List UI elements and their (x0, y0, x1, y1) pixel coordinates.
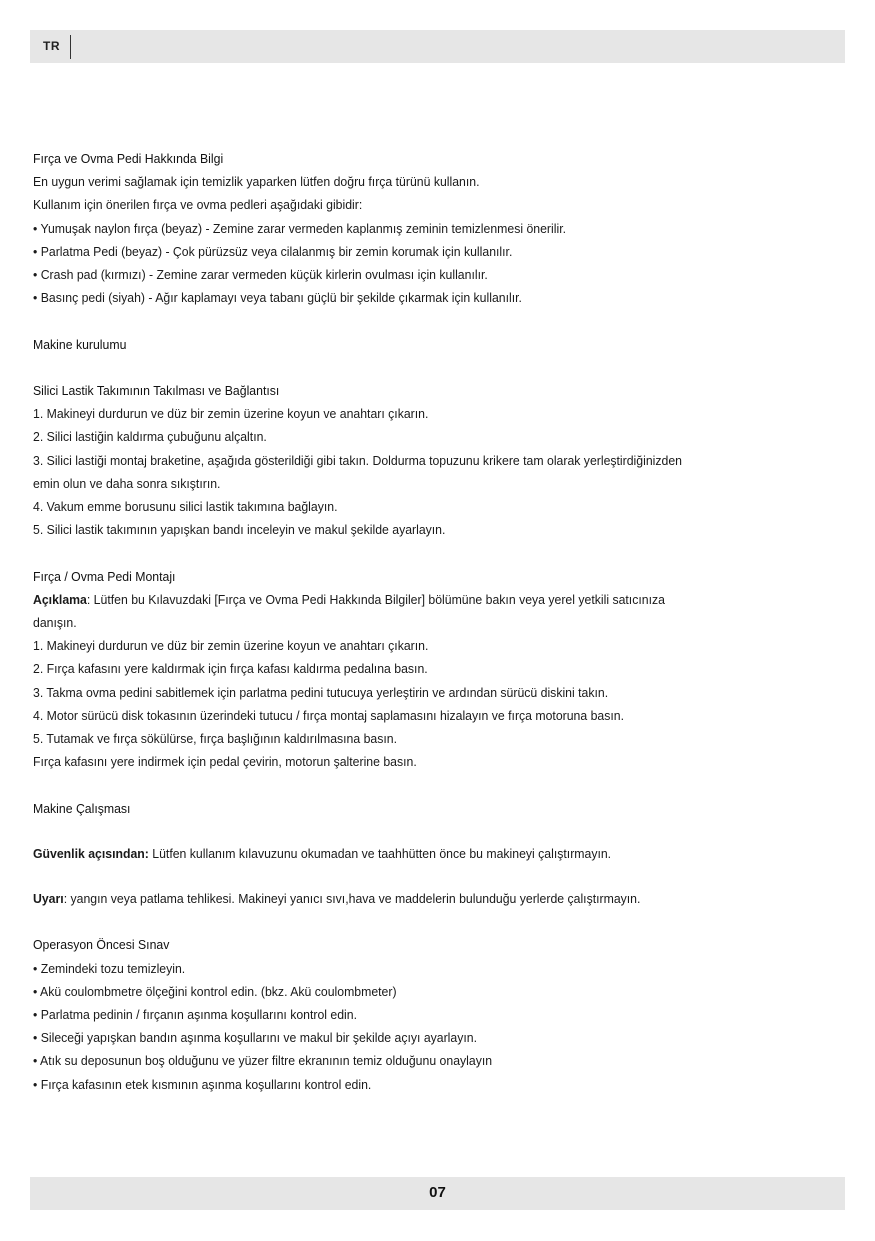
safety-text: Lütfen kullanım kılavuzunu okumadan ve taahhütten önce bu makineyi çalıştırmayın. (148, 845, 612, 861)
safety-label: Güvenlik açısından: (33, 845, 149, 861)
section-title-pre-operation: Operasyon Öncesi Sınav (33, 937, 170, 953)
list-item: 1. Makineyi durdurun ve düz bir zemin üzerine koyun ve anahtarı çıkarın. (33, 638, 429, 654)
warning-label: Uyarı (33, 891, 64, 907)
section-title-machine-operation: Makine Çalışması (33, 800, 131, 816)
list-item: • Crash pad (kırmızı) - Zemine zarar vermeden küçük kirlerin ovulması için kullanılır. (33, 267, 488, 283)
list-item: 5. Silici lastik takımının yapışkan bandı inceleyin ve makul şekilde ayarlayın. (33, 522, 446, 538)
safety-paragraph (33, 842, 833, 865)
section-title-brush-info: Fırça ve Ovma Pedi Hakkında Bilgi (33, 151, 224, 166)
section-title-squeegee: Silici Lastik Takımının Takılması ve Bağlantısı (33, 383, 280, 398)
paragraph: En uygun verimi sağlamak için temizlik yaparken lütfen doğru fırça türünü kullanın. (33, 174, 480, 190)
note-text: : Lütfen bu Kılavuzdaki [Fırça ve Ovma Pedi Hakkında Bilgiler] bölümüne bakın veya yerel yetkili satıcınıza (86, 591, 665, 607)
list-item: • Parlatma Pedi (beyaz) - Çok pürüzsüz veya cilalanmış bir zemin korumak için kullanılır. (33, 243, 513, 259)
list-item: • Zemindeki tozu temizleyin. (33, 960, 186, 976)
note-label: Açıklama (33, 591, 87, 607)
footer-bar (30, 1177, 845, 1210)
list-item: • Fırça kafasının etek kısmının aşınma koşullarını kontrol edin. (33, 1076, 372, 1092)
note-text-continued: danışın. (33, 615, 77, 631)
section-title-machine-setup: Makine kurulumu (33, 336, 127, 352)
list-item: • Akü coulombmetre ölçeğini kontrol edin. (bkz. Akü coulombmeter) (33, 983, 397, 999)
section-title-brush-mount: Fırça / Ovma Pedi Montajı (33, 568, 176, 584)
list-item: • Yumuşak naylon fırça (beyaz) - Zemine zarar vermeden kaplanmış zeminin temizlenmesi önerilir. (33, 220, 567, 236)
list-item: 4. Vakum emme borusunu silici lastik takımına bağlayın. (33, 499, 338, 515)
list-item: 2. Silici lastiğin kaldırma çubuğunu alçaltın. (33, 429, 267, 445)
page-content (33, 147, 777, 1096)
page-number: 07 (429, 1184, 446, 1201)
list-item: 3. Takma ovma pedini sabitlemek için parlatma pedini tutucuya yerleştirin ve ardından sürücü diskini takın. (33, 684, 609, 700)
list-item: • Sileceği yapışkan bandın aşınma koşullarını ve makul bir şekilde açıyı ayarlayın. (33, 1030, 477, 1046)
list-item: • Parlatma pedinin / fırçanın aşınma koşullarını kontrol edin. (33, 1007, 358, 1023)
list-item: • Basınç pedi (siyah) - Ağır kaplamayı veya tabanı güçlü bir şekilde çıkarmak için kullanılır. (33, 290, 522, 306)
list-item: 5. Tutamak ve fırça sökülürse, fırça başlığının kaldırılmasına basın. (33, 731, 398, 747)
list-item-continued: emin olun ve daha sonra sıkıştırın. (33, 475, 221, 491)
list-item: • Atık su deposunun boş olduğunu ve yüzer filtre ekranının temiz olduğunu onaylayın (33, 1053, 493, 1069)
language-code: TR (43, 39, 60, 53)
header-bar (30, 30, 845, 63)
list-item: 3. Silici lastiği montaj braketine, aşağıda gösterildiği gibi takın. Doldurma topuzunu krikere tam olarak yerleştirdiğinizden (33, 452, 682, 468)
list-item: 2. Fırça kafasını yere kaldırmak için fırça kafası kaldırma pedalına basın. (33, 661, 428, 677)
note-paragraph (33, 588, 833, 611)
paragraph: Fırça kafasını yere indirmek için pedal çevirin, motorun şalterine basın. (33, 754, 417, 770)
list-item: 4. Motor sürücü disk tokasının üzerindeki tutucu / fırça montaj saplamasını hizalayın ve fırça motoruna basın. (33, 707, 625, 723)
warning-paragraph (33, 887, 833, 910)
list-item: 1. Makineyi durdurun ve düz bir zemin üzerine koyun ve anahtarı çıkarın. (33, 406, 429, 422)
paragraph: Kullanım için önerilen fırça ve ovma pedleri aşağıdaki gibidir: (33, 197, 363, 213)
header-divider (70, 35, 71, 59)
warning-text: : yangın veya patlama tehlikesi. Makineyi yanıcı sıvı,hava ve maddelerin bulunduğu yerlerde çalıştırmayın. (63, 891, 641, 907)
